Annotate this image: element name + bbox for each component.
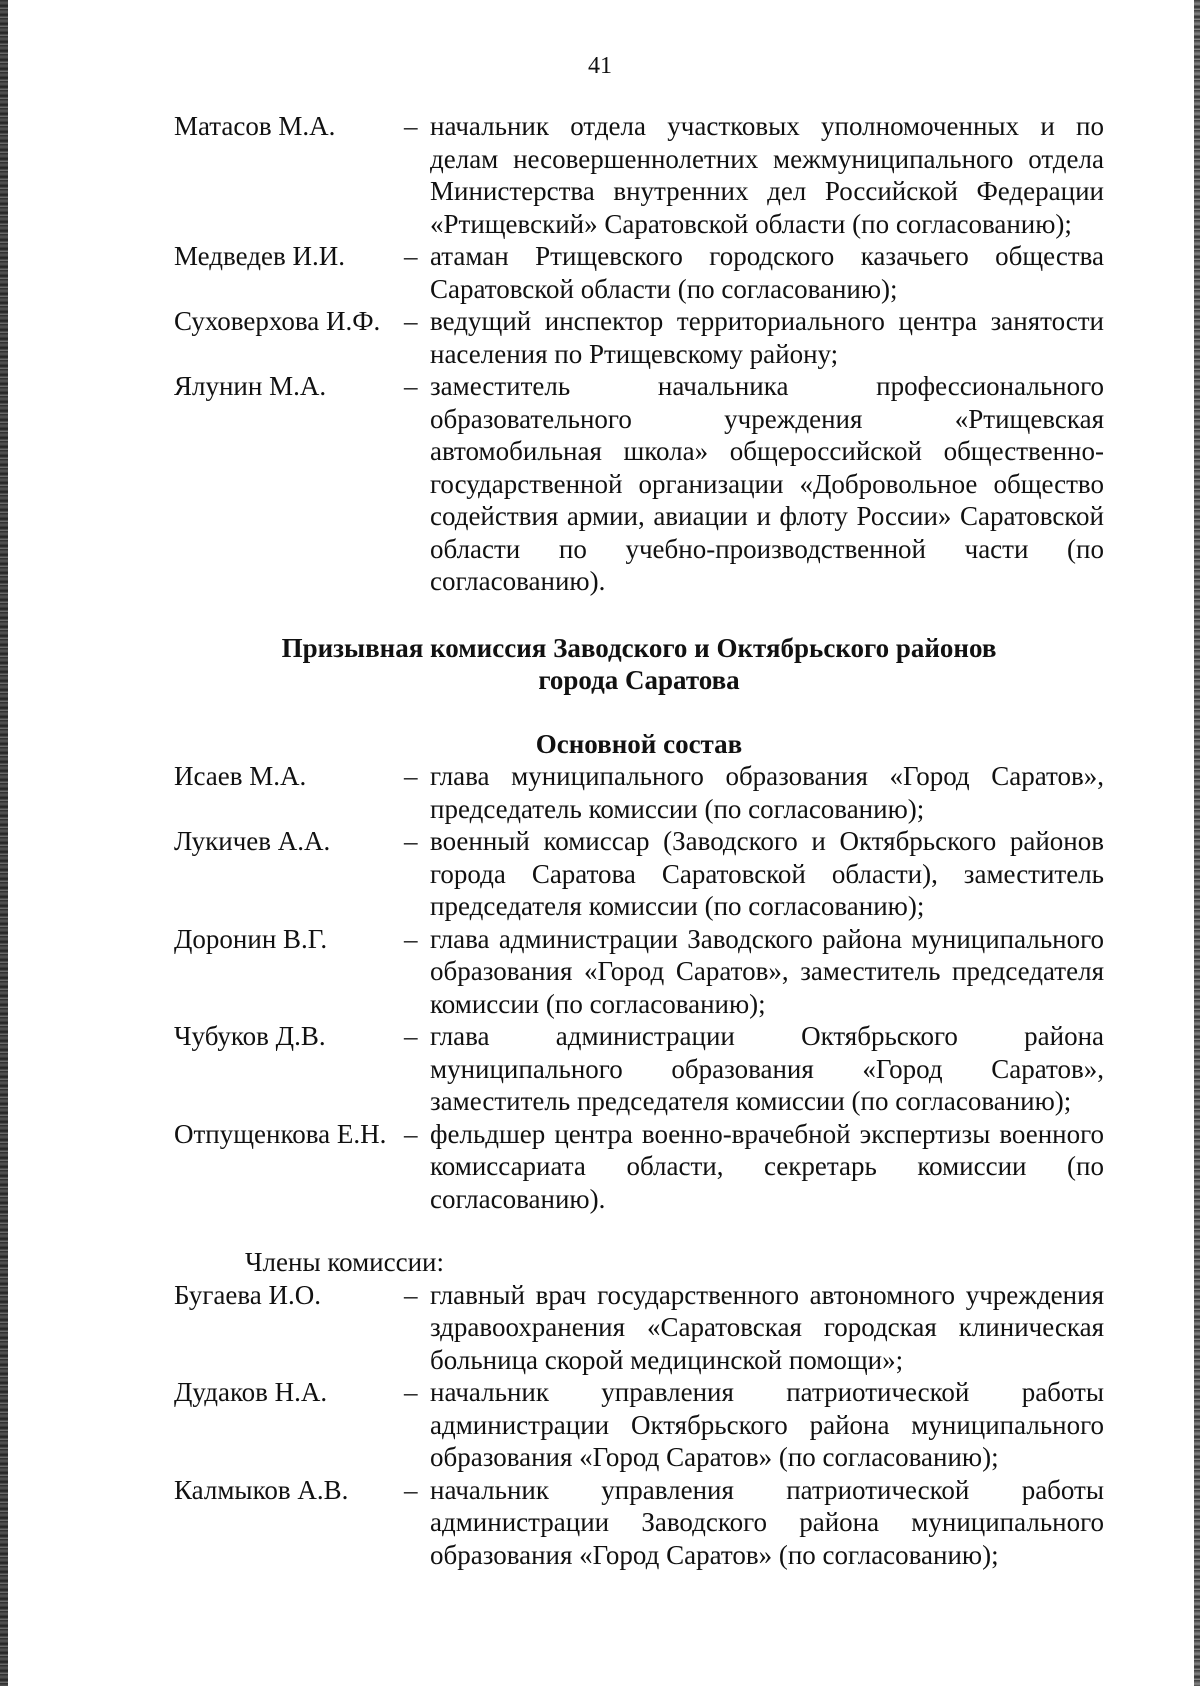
- scan-edge-left: [0, 0, 8, 1686]
- list-item: [174, 1279, 1104, 1377]
- member-position: ведущий инспектор территориального центра занятости населения по Ртищевскому району;: [430, 306, 1104, 369]
- member-position: глава администрации Заводского района муниципального образования «Город Саратов», заместитель председателя комиссии (по согласованию);: [430, 923, 1104, 1019]
- document-body: [174, 110, 1104, 1571]
- member-name: Чубуков Д.В.: [174, 1021, 326, 1051]
- member-name: Калмыков А.В.: [174, 1474, 349, 1505]
- list-item: [174, 370, 1104, 598]
- member-position: начальник управления патриотической работы администрации Октябрьского района муниципального образования «Город Саратов» (по согласованию);: [430, 1377, 1104, 1472]
- dash: –: [404, 1118, 418, 1149]
- list-item: [174, 1118, 1104, 1216]
- dash: –: [404, 923, 418, 954]
- dash: –: [404, 371, 418, 401]
- page-number: 41: [588, 53, 612, 79]
- dash: –: [404, 1021, 418, 1051]
- member-name: Суховерхова И.Ф.: [174, 306, 381, 336]
- dash: –: [404, 1377, 418, 1407]
- entries-main: [174, 760, 1104, 1215]
- dash: –: [404, 826, 418, 856]
- list-item: [174, 305, 1104, 370]
- scan-edge-right: [1194, 0, 1200, 1686]
- members-title: Члены комиссии:: [245, 1247, 444, 1277]
- list-item: [174, 110, 1104, 240]
- member-name: Бугаева И.О.: [174, 1279, 321, 1310]
- list-item: [174, 240, 1104, 305]
- dash: –: [404, 111, 418, 141]
- dash: –: [404, 241, 418, 271]
- list-item: [174, 923, 1104, 1021]
- member-name: Дудаков Н.А.: [174, 1377, 328, 1407]
- member-position: военный комиссар (Заводского и Октябрьского районов города Саратова Саратовской области), заместитель председателя комиссии (по согласованию);: [430, 826, 1104, 921]
- entries-members: [174, 1279, 1104, 1572]
- member-position: заместитель начальника профессионального образовательного учреждения «Ртищевская автомобильная школа» общероссийской общественно-государственной организации «Добровольное общество содействия армии, авиации и флоту России» Саратовской области по учебно-производственной части (по согласованию).: [430, 371, 1104, 596]
- list-item: [174, 1474, 1104, 1572]
- dash: –: [404, 1279, 418, 1310]
- member-name: Ялунин М.А.: [174, 371, 327, 401]
- member-position: глава муниципального образования «Город Саратов», председатель комиссии (по согласованию);: [430, 761, 1104, 824]
- dash: –: [404, 761, 418, 791]
- member-position: главный врач государственного автономного учреждения здравоохранения «Саратовская городская клиническая больница скорой медицинской помощи»;: [430, 1279, 1104, 1375]
- dash: –: [404, 306, 418, 336]
- section-title-line-2: города Саратова: [538, 665, 740, 695]
- list-item: [174, 1376, 1104, 1474]
- section-title: [174, 632, 1104, 697]
- member-name: Исаев М.А.: [174, 761, 307, 791]
- list-item: [174, 760, 1104, 825]
- list-item: [174, 825, 1104, 923]
- member-name: Отпущенкова Е.Н.: [174, 1118, 387, 1149]
- list-item: [174, 1020, 1104, 1118]
- member-position: начальник управления патриотической работы администрации Заводского района муниципального образования «Город Саратов» (по согласованию);: [430, 1474, 1104, 1570]
- member-name: Доронин В.Г.: [174, 923, 328, 954]
- member-name: Лукичев А.А.: [174, 826, 331, 856]
- section-title-line-1: Призывная комиссия Заводского и Октябрьского районов: [281, 632, 997, 663]
- member-name: Медведев И.И.: [174, 241, 345, 271]
- member-position: фельдшер центра военно-врачебной экспертизы военного комиссариата области, секретарь комиссии (по согласованию).: [430, 1118, 1104, 1214]
- subsection-title: Основной состав: [535, 728, 743, 759]
- member-name: Матасов М.А.: [174, 111, 336, 141]
- dash: –: [404, 1474, 418, 1505]
- member-position: атаман Ртищевского городского казачьего общества Саратовской области (по согласованию);: [430, 241, 1104, 304]
- member-position: глава администрации Октябрьского района муниципального образования «Город Саратов», заместитель председателя комиссии (по согласованию);: [430, 1021, 1104, 1116]
- member-position: начальник отдела участковых уполномоченных и по делам несовершеннолетних межмуниципального отдела Министерства внутренних дел Российской Федерации «Ртищевский» Саратовской области (по согласованию);: [430, 111, 1104, 239]
- entries-top: [174, 110, 1104, 598]
